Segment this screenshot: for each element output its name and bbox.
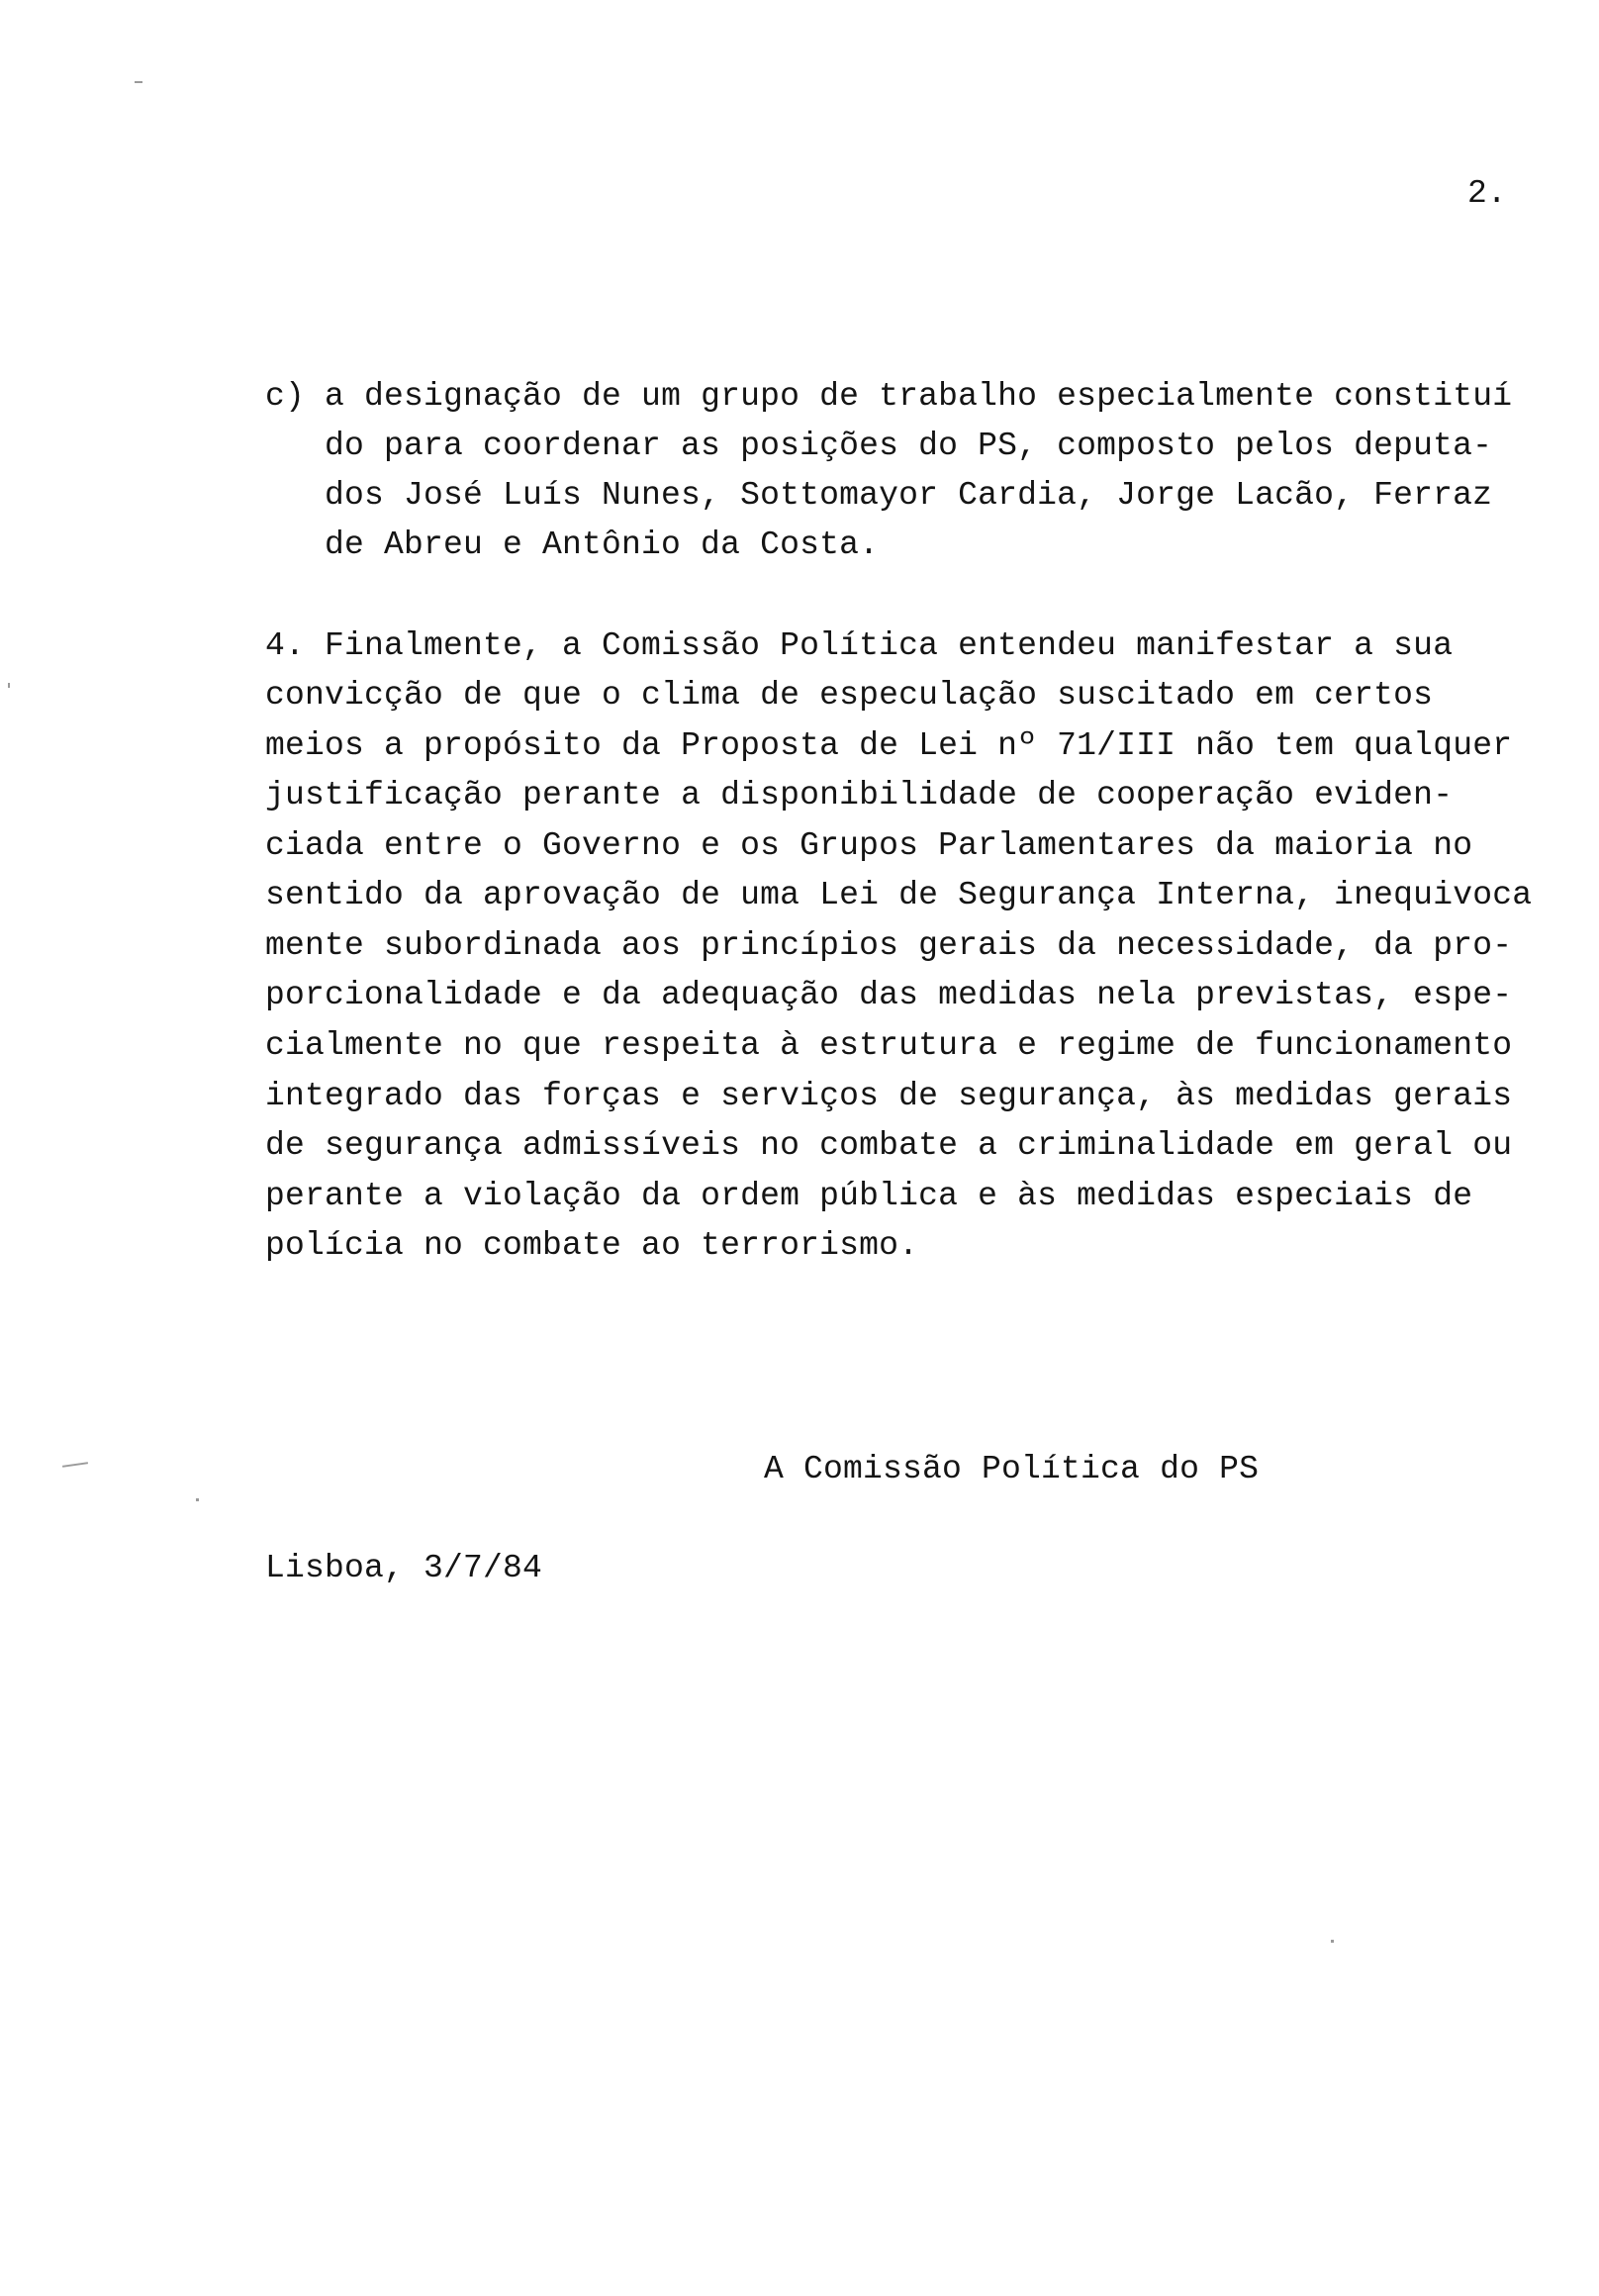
paragraph-line: 4. Finalmente, a Comissão Política entendeu manifestar a sua — [265, 627, 1454, 664]
scan-speck — [8, 683, 10, 688]
paragraph-line: ciada entre o Governo e os Grupos Parlamentares da maioria no — [265, 827, 1473, 864]
paragraph-line: cialmente no que respeita à estrutura e regime de funcionamento — [265, 1027, 1513, 1064]
signature-line: A Comissão Política do PS — [764, 1451, 1260, 1487]
item-c-line: de Abreu e Antônio da Costa. — [325, 526, 880, 563]
scan-speck — [135, 81, 142, 83]
scan-speck — [62, 1462, 88, 1468]
paragraph-line: meios a propósito da Proposta de Lei nº 71/III não tem qualquer — [265, 727, 1513, 764]
page-number: 2. — [1467, 175, 1507, 212]
paragraph-line: polícia no combate ao terrorismo. — [265, 1227, 919, 1264]
item-c-line: dos José Luís Nunes, Sottomayor Cardia, Jorge Lacão, Ferraz — [325, 477, 1493, 514]
paragraph-line: porcionalidade e da adequação das medidas nela previstas, espe- — [265, 977, 1513, 1013]
place-date: Lisboa, 3/7/84 — [265, 1550, 543, 1586]
scan-speck — [196, 1498, 199, 1501]
item-c-line: c) a designação de um grupo de trabalho especialmente constituí — [265, 378, 1513, 415]
paragraph-line: mente subordinada aos princípios gerais da necessidade, da pro- — [265, 927, 1513, 964]
item-c-line: do para coordenar as posições do PS, composto pelos deputa- — [325, 428, 1493, 464]
scan-speck — [1331, 1940, 1334, 1943]
paragraph-line: perante a violação da ordem pública e às medidas especiais de — [265, 1178, 1473, 1214]
paragraph-line: sentido da aprovação de uma Lei de Segurança Interna, inequivoca — [265, 877, 1533, 913]
paragraph-line: de segurança admissíveis no combate a criminalidade em geral ou — [265, 1127, 1513, 1164]
paragraph-line: integrado das forças e serviços de segurança, às medidas gerais — [265, 1078, 1513, 1114]
paragraph-line: justificação perante a disponibilidade de cooperação eviden- — [265, 777, 1454, 813]
paragraph-line: convicção de que o clima de especulação suscitado em certos — [265, 677, 1434, 714]
